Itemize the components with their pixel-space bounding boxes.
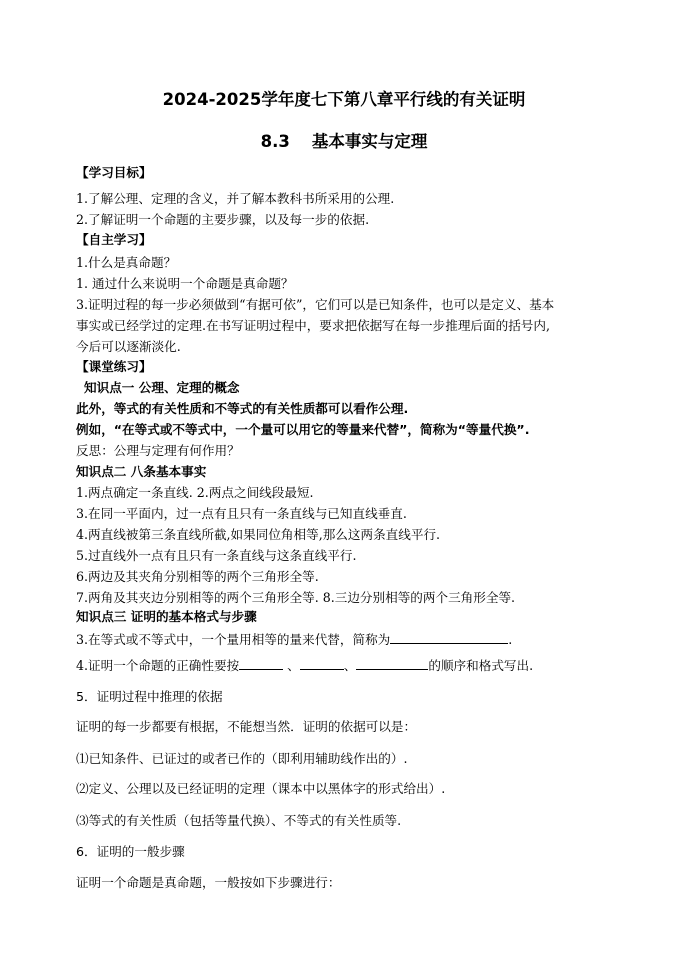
- goal-item: 2.了解证明一个命题的主要步骤，以及每一步的依据.: [76, 212, 370, 227]
- section-title: [0, 128, 688, 152]
- self-study-item: 3.证明过程的每一步必须做到“有据可依”，它们可以是已知条件，也可以是定义、基本: [76, 297, 555, 312]
- knowledge-point-1-title: 知识点一 公理、定理的概念: [84, 380, 240, 395]
- item-5-point: ⑴已知条件、已证过的或者已作的（即利用辅助线作出的）.: [76, 751, 408, 766]
- self-study-item: 事实或已经学过的定理.在书写证明过程中，要求把依据写在每一步推理后面的括号内,: [76, 318, 550, 333]
- self-study-item: 今后可以逐渐淡化.: [76, 339, 181, 354]
- knowledge-point-2-title: 知识点二 八条基本事实: [76, 464, 207, 479]
- kp2-line: 4.两直线被第三条直线所截,如果同位角相等,那么这两条直线平行.: [76, 527, 441, 542]
- self-study-item: 1.什么是真命题？: [76, 255, 177, 270]
- answer-blank[interactable]: [390, 630, 508, 644]
- self-study-item: 1. 通过什么来说明一个命题是真命题？: [76, 276, 294, 291]
- kp3-fill-text: 的顺序和格式写出.: [428, 658, 534, 673]
- answer-blank[interactable]: [239, 656, 283, 670]
- self-study-heading: 【自主学习】: [76, 232, 152, 247]
- item-5-intro: 证明的每一步都要有根据，不能想当然．证明的依据可以是：: [76, 719, 417, 734]
- kp1-line: 反思：公理与定理有何作用？: [76, 443, 240, 458]
- kp1-line: 此外，等式的有关性质和不等式的有关性质都可以看作公理.: [76, 401, 409, 416]
- goals-heading: 【学习目标】: [76, 165, 152, 180]
- kp2-line: 7.两角及其夹边分别相等的两个三角形全等. 8.三边分别相等的两个三角形全等.: [76, 590, 516, 605]
- kp1-line: 例如，“在等式或不等式中，一个量可以用它的等量来代替”，简称为“等量代换”.: [76, 422, 530, 437]
- kp3-fill-text: 4.证明一个命题的正确性要按: [76, 658, 240, 673]
- kp3-fill-text: 3.在等式或不等式中，一个量用相等的量来代替，简称为: [76, 632, 391, 647]
- kp2-line: 3.在同一平面内，过一点有且只有一条直线与已知直线垂直.: [76, 506, 407, 521]
- item-5-point: ⑶等式的有关性质（包括等量代换）、不等式的有关性质等.: [76, 813, 402, 828]
- item-5-title: 5．证明过程中推理的依据: [76, 689, 223, 704]
- section-number: 8.3: [260, 132, 290, 151]
- kp2-line: 1.两点确定一条直线. 2.两点之间线段最短.: [76, 485, 314, 500]
- knowledge-point-3-title: 知识点三 证明的基本格式与步骤: [76, 609, 257, 624]
- kp3-fill-line: [76, 630, 512, 649]
- item-6-intro: 证明一个命题是真命题，一般按如下步骤进行：: [76, 875, 341, 890]
- kp2-line: 6.两边及其夹角分别相等的两个三角形全等.: [76, 569, 319, 584]
- separator: 、: [343, 658, 357, 673]
- answer-blank[interactable]: [300, 656, 344, 670]
- practice-heading: 【课堂练习】: [76, 359, 152, 374]
- item-6-title: 6．证明的一般步骤: [76, 844, 185, 859]
- document-title: 2024-2025学年度七下第八章平行线的有关证明: [162, 90, 526, 109]
- section-name: 基本事实与定理: [311, 132, 428, 151]
- item-5-point: ⑵定义、公理以及已经证明的定理（课本中以黑体字的形式给出）.: [76, 781, 446, 796]
- goal-item: 1.了解公理、定理的含义，并了解本教科书所采用的公理.: [76, 191, 395, 206]
- kp3-fill-line: [76, 656, 533, 675]
- kp2-line: 5.过直线外一点有且只有一条直线与这条直线平行.: [76, 548, 357, 563]
- answer-blank[interactable]: [356, 656, 428, 670]
- period: .: [508, 632, 513, 647]
- separator: 、: [283, 658, 300, 673]
